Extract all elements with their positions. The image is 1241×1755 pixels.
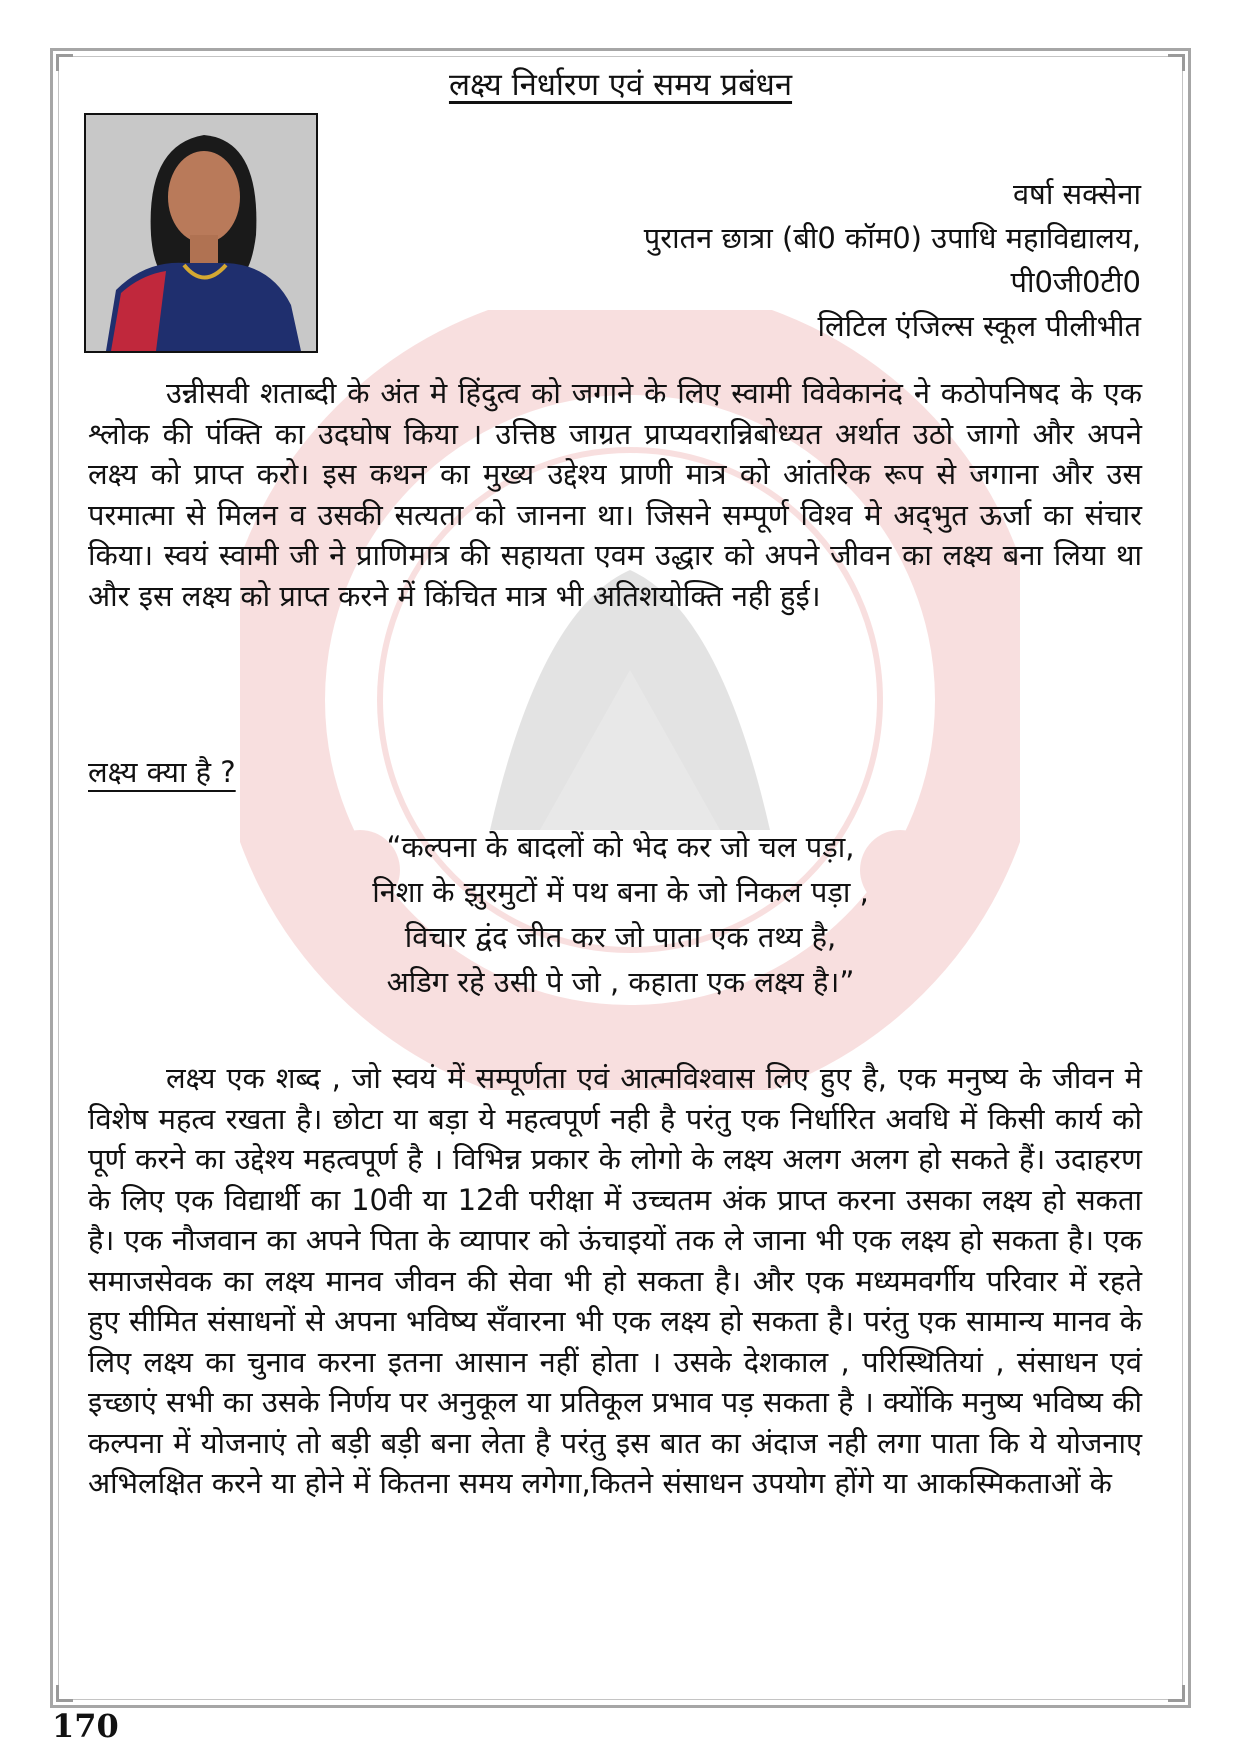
author-school: लिटिल एंजिल्स स्कूल पीलीभीत	[817, 309, 1141, 343]
body-paragraph: उन्नीसवी शताब्दी के अंत मे हिंदुत्व को जगाने के लिए स्वामी विवेकानंद ने कठोपनिषद के एक श्लोक की पंक्ति का उदघोष किया । उत्तिष्ठ जाग्रत प्राप्यवरान्निबोध्यत अर्थात उठो जागो और अपने लक्ष्य को प्राप्त करो। इस कथन का मुख्य उद्देश्य प्राणी मात्र को आंतरिक रूप से जगाना और उस परमात्मा से मिलन व उसकी सत्यता को जानना था। जिसने सम्पूर्ण विश्व मे अद्‌भुत ऊर्जा का संचार किया। स्वयं स्वामी जी ने प्राणिमात्र की सहायता एवम उद्धार को अपने जीवन का लक्ष्य बना लिया था और इस लक्ष्य को प्राप्त करने में किंचित मात्र भी अतिशयोक्ति नही हुई।	[88, 376, 1142, 613]
poem-line: “कल्पना के बादलों को भेद कर जो चल पड़ा,	[386, 830, 855, 864]
poem-line: विचार द्वंद जीत कर जो पाता एक तथ्य है,	[404, 920, 837, 954]
poem-block	[0, 825, 1241, 1005]
corner-ornament	[56, 1685, 73, 1702]
author-designation: पी0जी0टी0	[1010, 265, 1141, 299]
page-number: 170	[52, 1707, 119, 1745]
section-heading: लक्ष्य क्या है ?	[88, 755, 236, 789]
article-title: लक्ष्य निर्धारण एवं समय प्रबंधन	[448, 67, 793, 103]
author-portrait-image	[86, 115, 316, 351]
body-paragraph: लक्ष्य एक शब्द , जो स्वयं में सम्पूर्णता एवं आत्मविश्वास लिए हुए है, एक मनुष्य के जीवन मे विशेष महत्व रखता है। छोटा या बड़ा ये महत्वपूर्ण नही है परंतु एक निर्धारित अवधि में किसी कार्य को पूर्ण करने का उद्देश्य महत्वपूर्ण है । विभिन्न प्रकार के लोगो के लक्ष्य अलग अलग हो सकते हैं। उदाहरण के लिए एक विद्यार्थी का 10वी या 12वी परीक्षा में उच्चतम अंक प्राप्त करना उसका लक्ष्य हो सकता है। एक नौजवान का अपने पिता के व्यापार को ऊंचाइयों तक ले जाना भी एक लक्ष्य हो सकता है। एक समाजसेवक का लक्ष्य मानव जीवन की सेवा भी हो सकता है। और एक मध्यमवर्गीय परिवार में रहते हुए सीमित संसाधनों से अपना भविष्य सँवारना भी एक लक्ष्य हो सकता है। परंतु एक सामान्य मानव के लिए लक्ष्य का चुनाव करना इतना आसान नहीं होता । उसके देशकाल , परिस्थितियां , संसाधन एवं इच्छाएं सभी का उसके निर्णय पर अनुकूल या प्रतिकूल प्रभाव पड़ सकता है । क्योंकि मनुष्य भविष्य की कल्पना में योजनाएं तो बड़ी बड़ी बना लेता है परंतु इस बात का अंदाज नही लगा पाता कि ये योजनाए अभिलक्षित करने या होने में कितना समय लगेगा,कितने संसाधन उपयोग होंगे या आकस्मिकताओं के	[88, 1061, 1142, 1500]
poem-line: निशा के झुरमुटों में पथ बना के जो निकल पड़ा ,	[372, 875, 869, 909]
poem-line: अडिग रहे उसी पे जो , कहाता एक लक्ष्य है।”	[386, 965, 855, 999]
corner-ornament	[1168, 1685, 1185, 1702]
author-photo	[84, 113, 318, 353]
author-affiliation: पुरातन छात्रा (बी0 कॉम0) उपाधि महाविद्यालय,	[643, 221, 1141, 255]
author-name: वर्षा सक्सेना	[1012, 177, 1141, 211]
author-block	[441, 172, 1141, 348]
